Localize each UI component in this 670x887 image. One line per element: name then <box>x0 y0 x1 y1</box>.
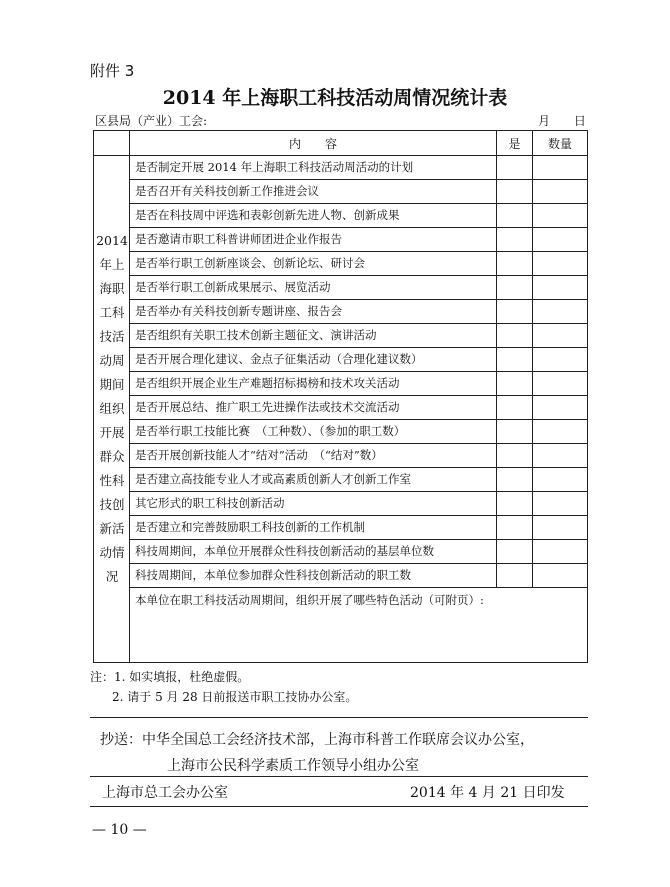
table-row <box>94 420 588 444</box>
quantity-cell[interactable] <box>533 276 588 300</box>
row-content: 是否组织有关职工技术创新主题征文、演讲活动 <box>130 324 497 348</box>
yes-cell[interactable] <box>497 444 533 468</box>
district-label: 区县局（产业）工会: <box>95 114 208 128</box>
divider-bottom <box>90 806 588 807</box>
row-content: 是否建立和完善鼓励职工科技创新的工作机制 <box>130 516 497 540</box>
table-row <box>94 564 588 588</box>
note-1: 注：1. 如实填报，杜绝虚假。 <box>90 670 250 684</box>
statistics-table <box>93 130 588 663</box>
date-month: 月 <box>538 114 551 128</box>
cc-block <box>100 727 534 779</box>
table-row <box>94 252 588 276</box>
row-content: 是否举行职工创新成果展示、展览活动 <box>130 276 497 300</box>
table-row <box>94 348 588 372</box>
summary-row <box>94 588 588 663</box>
yes-cell[interactable] <box>497 276 533 300</box>
page-title: 2014 年上海职工科技活动周情况统计表 <box>162 87 508 109</box>
side-header-cell <box>94 131 130 156</box>
row-content: 科技周期间，本单位参加群众性科技创新活动的职工数 <box>130 564 497 588</box>
yes-cell[interactable] <box>497 204 533 228</box>
table-row <box>94 180 588 204</box>
divider-middle <box>90 776 588 777</box>
divider-top <box>90 717 588 718</box>
cc-line-1: 抄送：中华全国总工会经济技术部，上海市科普工作联席会议办公室， <box>100 732 534 748</box>
row-content: 是否开展总结、推广职工先进操作法或技术交流活动 <box>130 396 497 420</box>
yes-cell[interactable] <box>497 156 533 180</box>
date-day: 日 <box>573 114 586 128</box>
quantity-cell[interactable] <box>533 468 588 492</box>
column-header-content: 内 容 <box>130 131 497 156</box>
yes-cell[interactable] <box>497 540 533 564</box>
table-header-row <box>94 131 588 156</box>
quantity-cell[interactable] <box>533 420 588 444</box>
attachment-label: 附件 3 <box>90 62 135 80</box>
yes-cell[interactable] <box>497 180 533 204</box>
table-row <box>94 372 588 396</box>
table-row <box>94 276 588 300</box>
quantity-cell[interactable] <box>533 252 588 276</box>
row-content: 是否邀请市职工科普讲师团进企业作报告 <box>130 228 497 252</box>
yes-cell[interactable] <box>497 252 533 276</box>
yes-cell[interactable] <box>497 228 533 252</box>
cc-line-2: 上海市公民科学素质工作领导小组办公室 <box>167 758 419 774</box>
column-header-quantity: 数量 <box>533 131 588 156</box>
table-body <box>94 156 588 663</box>
table-row <box>94 204 588 228</box>
table-row <box>94 300 588 324</box>
yes-cell[interactable] <box>497 516 533 540</box>
table-row <box>94 396 588 420</box>
table-row <box>94 468 588 492</box>
row-content: 科技周期间，本单位开展群众性科技创新活动的基层单位数 <box>130 540 497 564</box>
table-row <box>94 540 588 564</box>
row-content: 是否在科技周中评选和表彰创新先进人物、创新成果 <box>130 204 497 228</box>
table-row <box>94 228 588 252</box>
quantity-cell[interactable] <box>533 300 588 324</box>
quantity-cell[interactable] <box>533 180 588 204</box>
notes <box>90 667 357 707</box>
yes-cell[interactable] <box>497 324 533 348</box>
quantity-cell[interactable] <box>533 324 588 348</box>
row-content: 是否举办有关科技创新专题讲座、报告会 <box>130 300 497 324</box>
yes-cell[interactable] <box>497 300 533 324</box>
row-content: 是否召开有关科技创新工作推进会议 <box>130 180 497 204</box>
column-header-yes: 是 <box>497 131 533 156</box>
table-row <box>94 156 588 180</box>
quantity-cell[interactable] <box>533 204 588 228</box>
table-row <box>94 324 588 348</box>
table-row <box>94 516 588 540</box>
quantity-cell[interactable] <box>533 156 588 180</box>
yes-cell[interactable] <box>497 420 533 444</box>
side-label-cell <box>94 156 130 663</box>
quantity-cell[interactable] <box>533 396 588 420</box>
side-label: 2014年上海职工科技活动周期间组织开展群众性科技创新活动情况 <box>96 233 128 584</box>
yes-cell[interactable] <box>497 372 533 396</box>
page-number: — 10 — <box>92 822 147 838</box>
row-content: 是否举行职工创新座谈会、创新论坛、研讨会 <box>130 252 497 276</box>
row-content: 是否举行职工技能比赛 （工种数）、（参加的职工数） <box>130 420 497 444</box>
row-content: 是否开展合理化建议、金点子征集活动（合理化建议数） <box>130 348 497 372</box>
row-content: 是否组织开展企业生产难题招标揭榜和技术攻关活动 <box>130 372 497 396</box>
issued-date: 2014 年 4 月 21 日印发 <box>410 785 565 801</box>
quantity-cell[interactable] <box>533 540 588 564</box>
yes-cell[interactable] <box>497 348 533 372</box>
row-content: 是否建立高技能专业人才或高素质创新人才创新工作室 <box>130 468 497 492</box>
issuer: 上海市总工会办公室 <box>102 785 228 801</box>
row-content: 其它形式的职工科技创新活动 <box>130 492 497 516</box>
quantity-cell[interactable] <box>533 348 588 372</box>
quantity-cell[interactable] <box>533 516 588 540</box>
yes-cell[interactable] <box>497 564 533 588</box>
yes-cell[interactable] <box>497 492 533 516</box>
quantity-cell[interactable] <box>533 372 588 396</box>
quantity-cell[interactable] <box>533 564 588 588</box>
summary-cell[interactable]: 本单位在职工科技活动周期间，组织开展了哪些特色活动（可附页）: <box>130 588 588 663</box>
row-content: 是否开展创新技能人才“结对”活动 （“结对”数） <box>130 444 497 468</box>
row-content: 是否制定开展 2014 年上海职工科技活动周活动的计划 <box>130 156 497 180</box>
table-row <box>94 444 588 468</box>
quantity-cell[interactable] <box>533 228 588 252</box>
date-label <box>538 112 586 129</box>
table-row <box>94 492 588 516</box>
yes-cell[interactable] <box>497 396 533 420</box>
quantity-cell[interactable] <box>533 444 588 468</box>
yes-cell[interactable] <box>497 468 533 492</box>
note-2: 2. 请于 5 月 28 日前报送市职工技协办公室。 <box>112 690 358 704</box>
quantity-cell[interactable] <box>533 492 588 516</box>
